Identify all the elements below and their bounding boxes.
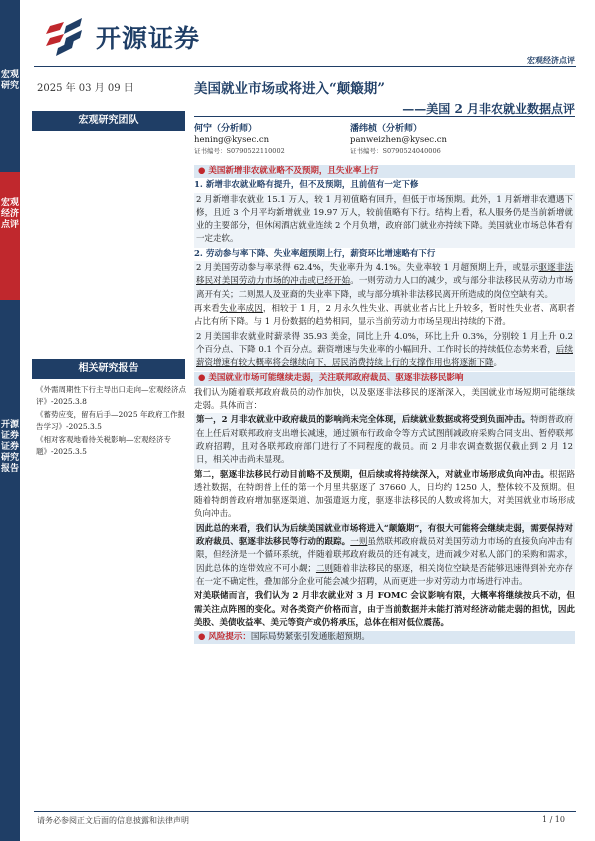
page-subtitle: ——美国 2 月非农就业数据点评 (402, 102, 575, 116)
logo-text: 开源证券 (96, 24, 201, 53)
header-rule (34, 66, 576, 67)
strip-red-block (0, 172, 20, 300)
analyst-1 (194, 124, 285, 157)
section-bullet-1: ● 美国新增非农就业略不及预期，且失业率上行 (194, 165, 575, 178)
analyst-cert: 证书编号：S0790524040006 (350, 147, 441, 155)
doc-type: 宏观经济点评 (527, 55, 575, 65)
page-title: 美国就业市场或将进入“颠簸期” (194, 81, 386, 97)
analyst-name: 潘纬桢（分析师） (350, 124, 423, 134)
subhead-1: 1. 新增非农就业略有提升，但不及预期，且前值有一定下修 (194, 180, 419, 191)
paragraph-8: 因此总的来看，我们认为后续美国就业市场将进入“颠簸期”，有很大可能将会继续走弱，需要保持对政府裁员、驱逐非法移民等行动的跟踪。一则虽然联邦政府裁员对美国劳动力市场的直接负向冲击有限，但经济是一个循环系统，伴随着联邦政府裁员的还有减支，进而减少对私人部门的采购和需求，因此总体的连带效应不可小觑；二则随着非法移民的驱逐，相关岗位空缺是否能够迅速得到补充亦存在一定不确定性，叠加部分企业可能会减少招聘，从而更进一步对劳动力市场进行冲击。 (194, 522, 575, 590)
team-label: 宏观研究团队 (32, 111, 185, 131)
page-number: 1 / 10 (541, 815, 565, 824)
paragraph-6: 第一，2 月非农就业中政府裁员的影响尚未完全体现，后续就业数据或将受到负面冲击。特朗普政府在上任后对联邦政府支出增长减速，通过颁布行政命令等方式试图削减政府采购合同支出、暂停联邦政府招聘，且对各联邦政府部门进行了不同程度的裁员。而 2 月非农调查数据仅截止到 2 月 12 日，相关冲击尚未显现。 (194, 413, 575, 468)
strip-top-label: 宏观研究 (0, 70, 19, 91)
paragraph-3: 再来看失业率成因，相较于 1 月，2 月永久性失业、再就业者占比上升较多，暂时性失业者、离职者占比有所下降。与 1 月份数据的趋势相同，显示当前劳动力市场呈现出持续的下滑。 (194, 303, 575, 328)
paragraph-2: 2 月美国劳动参与率录得 62.4%，失业率升为 4.1%。失业率较 1 月超预期上升，或显示驱逐非法移民对美国劳动力市场的冲击或已经开始。一则劳动力人口的减少，或与部分非法移民从劳动力市场离开有关；二则黑人及亚裔的失业率下降，或与部分填补非法移民离开所造成的岗位空缺有关。 (194, 261, 575, 303)
paragraph-5: 我们认为随着联邦政府裁员的动作加快，以及驱逐非法移民的逐渐深入，美国就业市场短期可能继续走弱。具体而言： (194, 387, 575, 412)
title-rule (194, 116, 575, 117)
section-bullet-2: ● 美国就业市场可能继续走弱，关注联邦政府裁员、驱逐非法移民影响 (194, 372, 575, 385)
risk-note: ● 风险提示：国际局势紧张引发通胀超预期。 (194, 631, 575, 644)
logo-mark-icon (46, 18, 90, 56)
analyst-email[interactable]: panweizhen@kysec.cn (350, 135, 448, 145)
paragraph-4: 2 月美国非农就业时薪录得 35.93 美金，同比上升 4.0%，环比上升 0.3%，分别较 1 月上升 0.2 个百分点、下降 0.1 个百分点。薪资增速与失业率的小幅回升、工作时长的持续低位态势来看，后续薪资增速有较大概率将会继续向下，居民消费持续上行的支撑作用也将逐渐下降。 (194, 330, 575, 372)
related-reports-label: 相关研究报告 (32, 359, 185, 379)
strip-bottom-label: 开源证券 证券研究报告 (0, 420, 19, 474)
strip-red-label: 宏观经济点评 (0, 198, 19, 230)
paragraph-7: 第二，驱逐非法移民行动目前略不及预期，但后续或将持续深入，对就业市场形成负向冲击。根据路透社数据，在特朗普上任的第一个月里共驱逐了 37660 人，日均约 1250 人，整体较不及预期。但随着特朗普政府增加驱逐渠道、加强遣返力度，驱逐非法移民的人数或将加大，对美国就业市场形成负向冲击。 (194, 469, 575, 520)
subhead-2: 2. 劳动参与率下降、失业率超预期上行，薪资环比增速略有下行 (194, 248, 436, 259)
analyst-name: 何宁（分析师） (194, 124, 258, 134)
paragraph-1: 2 月新增非农就业 15.1 万人，较 1 月初值略有回升，但低于市场预期。此外，1 月新增非农遭遇下修，且近 3 个月平均新增就业 19.97 万人，较前值略有下行。结构上看，私人服务仍是当前新增就业的主要部分，但休闲酒店就业连续 2 个月负增，政府部门就业亦持续下降。美国就业市场总体看有一定走软。 (194, 193, 575, 248)
related-reports-list (36, 384, 188, 459)
footer-rule (34, 811, 576, 812)
report-body (194, 164, 575, 645)
logo (46, 18, 200, 56)
footer-disclaimer: 请务必参阅正文后面的信息披露和法律声明 (37, 816, 189, 825)
related-report-item[interactable]: 《外需周期性下行主导出口走向—宏观经济点评》-2025.3.8 (36, 385, 186, 406)
related-report-item[interactable]: 《蓄势应变，留有后手—2025 年政府工作报告学习》-2025.3.5 (36, 410, 185, 431)
analyst-2 (350, 124, 447, 157)
report-date: 2025 年 03 月 09 日 (37, 83, 134, 94)
analyst-cert: 证书编号：S0790522110002 (194, 147, 285, 155)
paragraph-9: 对美联储而言，我们认为 2 月非农就业对 3 月 FOMC 会议影响有限，大概率将继续按兵不动，但需关注点阵图的变化。对各类资产价格而言，由于当前数据并未能打消对经济动能走弱的担忧，因此美股、美债收益率、美元等资产或仍将承压，总体在相对低位震荡。 (194, 591, 575, 628)
related-report-item[interactable]: 《相对客观地看待关税影响—宏观经济专题》-2025.3.5 (36, 435, 171, 456)
analyst-email[interactable]: hening@kysec.cn (194, 135, 270, 145)
